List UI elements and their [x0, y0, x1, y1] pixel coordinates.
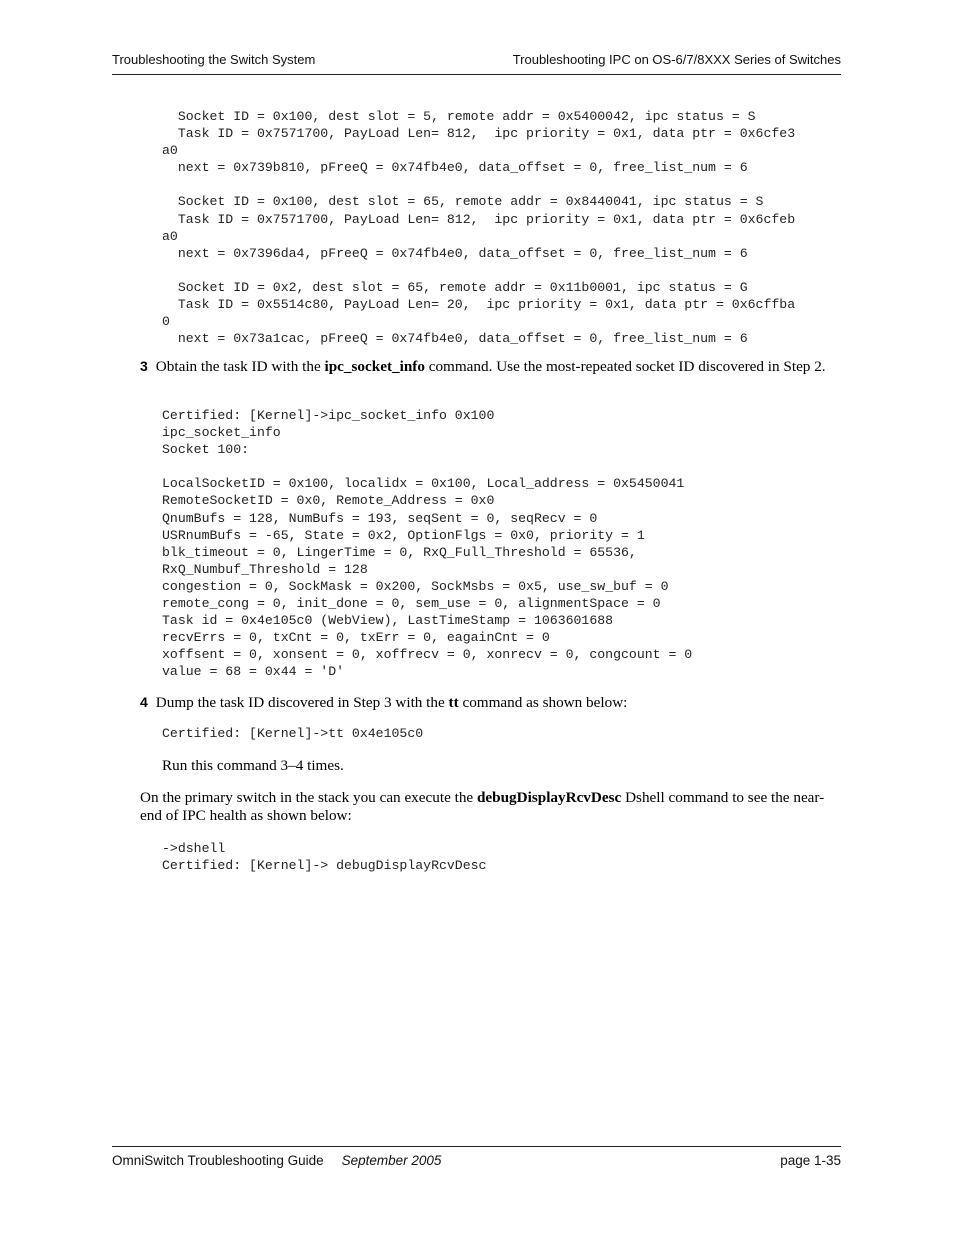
running-footer [112, 1146, 841, 1171]
step-4-command: tt [448, 694, 459, 711]
footer-guide-title: OmniSwitch Troubleshooting Guide [112, 1153, 324, 1168]
footer-left [112, 1153, 441, 1168]
footer-date: September 2005 [341, 1153, 442, 1168]
code-block-ipc-socket-info: Certified: [Kernel]->ipc_socket_info 0x100 ipc_socket_info Socket 100: LocalSocketID = 0x100, localidx = 0x100, Local_address = 0x5450041 RemoteSocketID = 0x0, Remote_Address = 0x0 QnumBufs = 128, NumBufs = 193, seqSent = 0, seqRecv = 0 USRnumBufs = -65, State = 0x2, OptionFlgs = 0x0, priority = 1 blk_timeout = 0, LingerTime = 0, RxQ_Full_Threshold = 65536, RxQ_Numbuf_Threshold = 128 congestion = 0, SockMask = 0x200, SockMsbs = 0x5, use_sw_buf = 0 remote_cong = 0, init_done = 0, sem_use = 0, alignmentSpace = 0 Task id = 0x4e105c0 (WebView), LastTimeStamp = 1063601688 recvErrs = 0, txCnt = 0, txErr = 0, eagainCnt = 0 xoffsent = 0, xonsent = 0, xoffrecv = 0, xonrecv = 0, congcount = 0 value = 68 = 0x44 = 'D' [162, 408, 693, 680]
code-block-socket-list: Socket ID = 0x100, dest slot = 5, remote addr = 0x5400042, ipc status = S Task ID = 0x7571700, PayLoad Len= 812, ipc priority = 0x1, data ptr = 0x6cfe3 a0 next = 0x739b810, pFreeQ = 0x74fb4e0, data_offset = 0, free_list_num = 6 Socket ID = 0x100, dest slot = 65, remote addr = 0x8440041, ipc status = S Task ID = 0x7571700, PayLoad Len= 812, ipc priority = 0x1, data ptr = 0x6cfeb a0 next = 0x7396da4, pFreeQ = 0x74fb4e0, data_offset = 0, free_list_num = 6 Socket ID = 0x2, dest slot = 65, remote addr = 0x11b0001, ipc status = G Task ID = 0x5514c80, PayLoad Len= 20, ipc priority = 0x1, data ptr = 0x6cffba 0 next = 0x73a1cac, pFreeQ = 0x74fb4e0, data_offset = 0, free_list_num = 6 [162, 109, 796, 347]
run-note: Run this command 3–4 times. [162, 757, 344, 774]
step-3 [140, 357, 840, 376]
header-chapter-title: Troubleshooting the Switch System [112, 52, 316, 67]
step-3-text-after: command. Use the most-repeated socket ID discovered in Step 2. [424, 358, 826, 375]
step-3-text-before: Obtain the task ID with the [155, 358, 325, 375]
step-3-command: ipc_socket_info [324, 358, 425, 375]
primary-switch-paragraph [140, 789, 840, 825]
step-3-number: 3 [140, 358, 148, 374]
footer-page-number: page 1-35 [780, 1153, 841, 1168]
primary-text-before: On the primary switch in the stack you can execute the [140, 789, 477, 806]
primary-text-after: Dshell command to see the near-end of IPC health as shown below: [140, 789, 825, 824]
running-header [112, 52, 841, 75]
step-4 [140, 693, 840, 712]
header-section-title: Troubleshooting IPC on OS-6/7/8XXX Series of Switches [512, 52, 841, 67]
step-4-text-after: command as shown below: [458, 694, 628, 711]
step-4-text-before: Dump the task ID discovered in Step 3 with the [155, 694, 449, 711]
step-4-number: 4 [140, 694, 148, 710]
code-block-tt-command: Certified: [Kernel]->tt 0x4e105c0 [162, 726, 424, 741]
code-block-dshell: ->dshell Certified: [Kernel]-> debugDisplayRcvDesc [162, 841, 487, 874]
primary-command: debugDisplayRcvDesc [476, 789, 622, 806]
